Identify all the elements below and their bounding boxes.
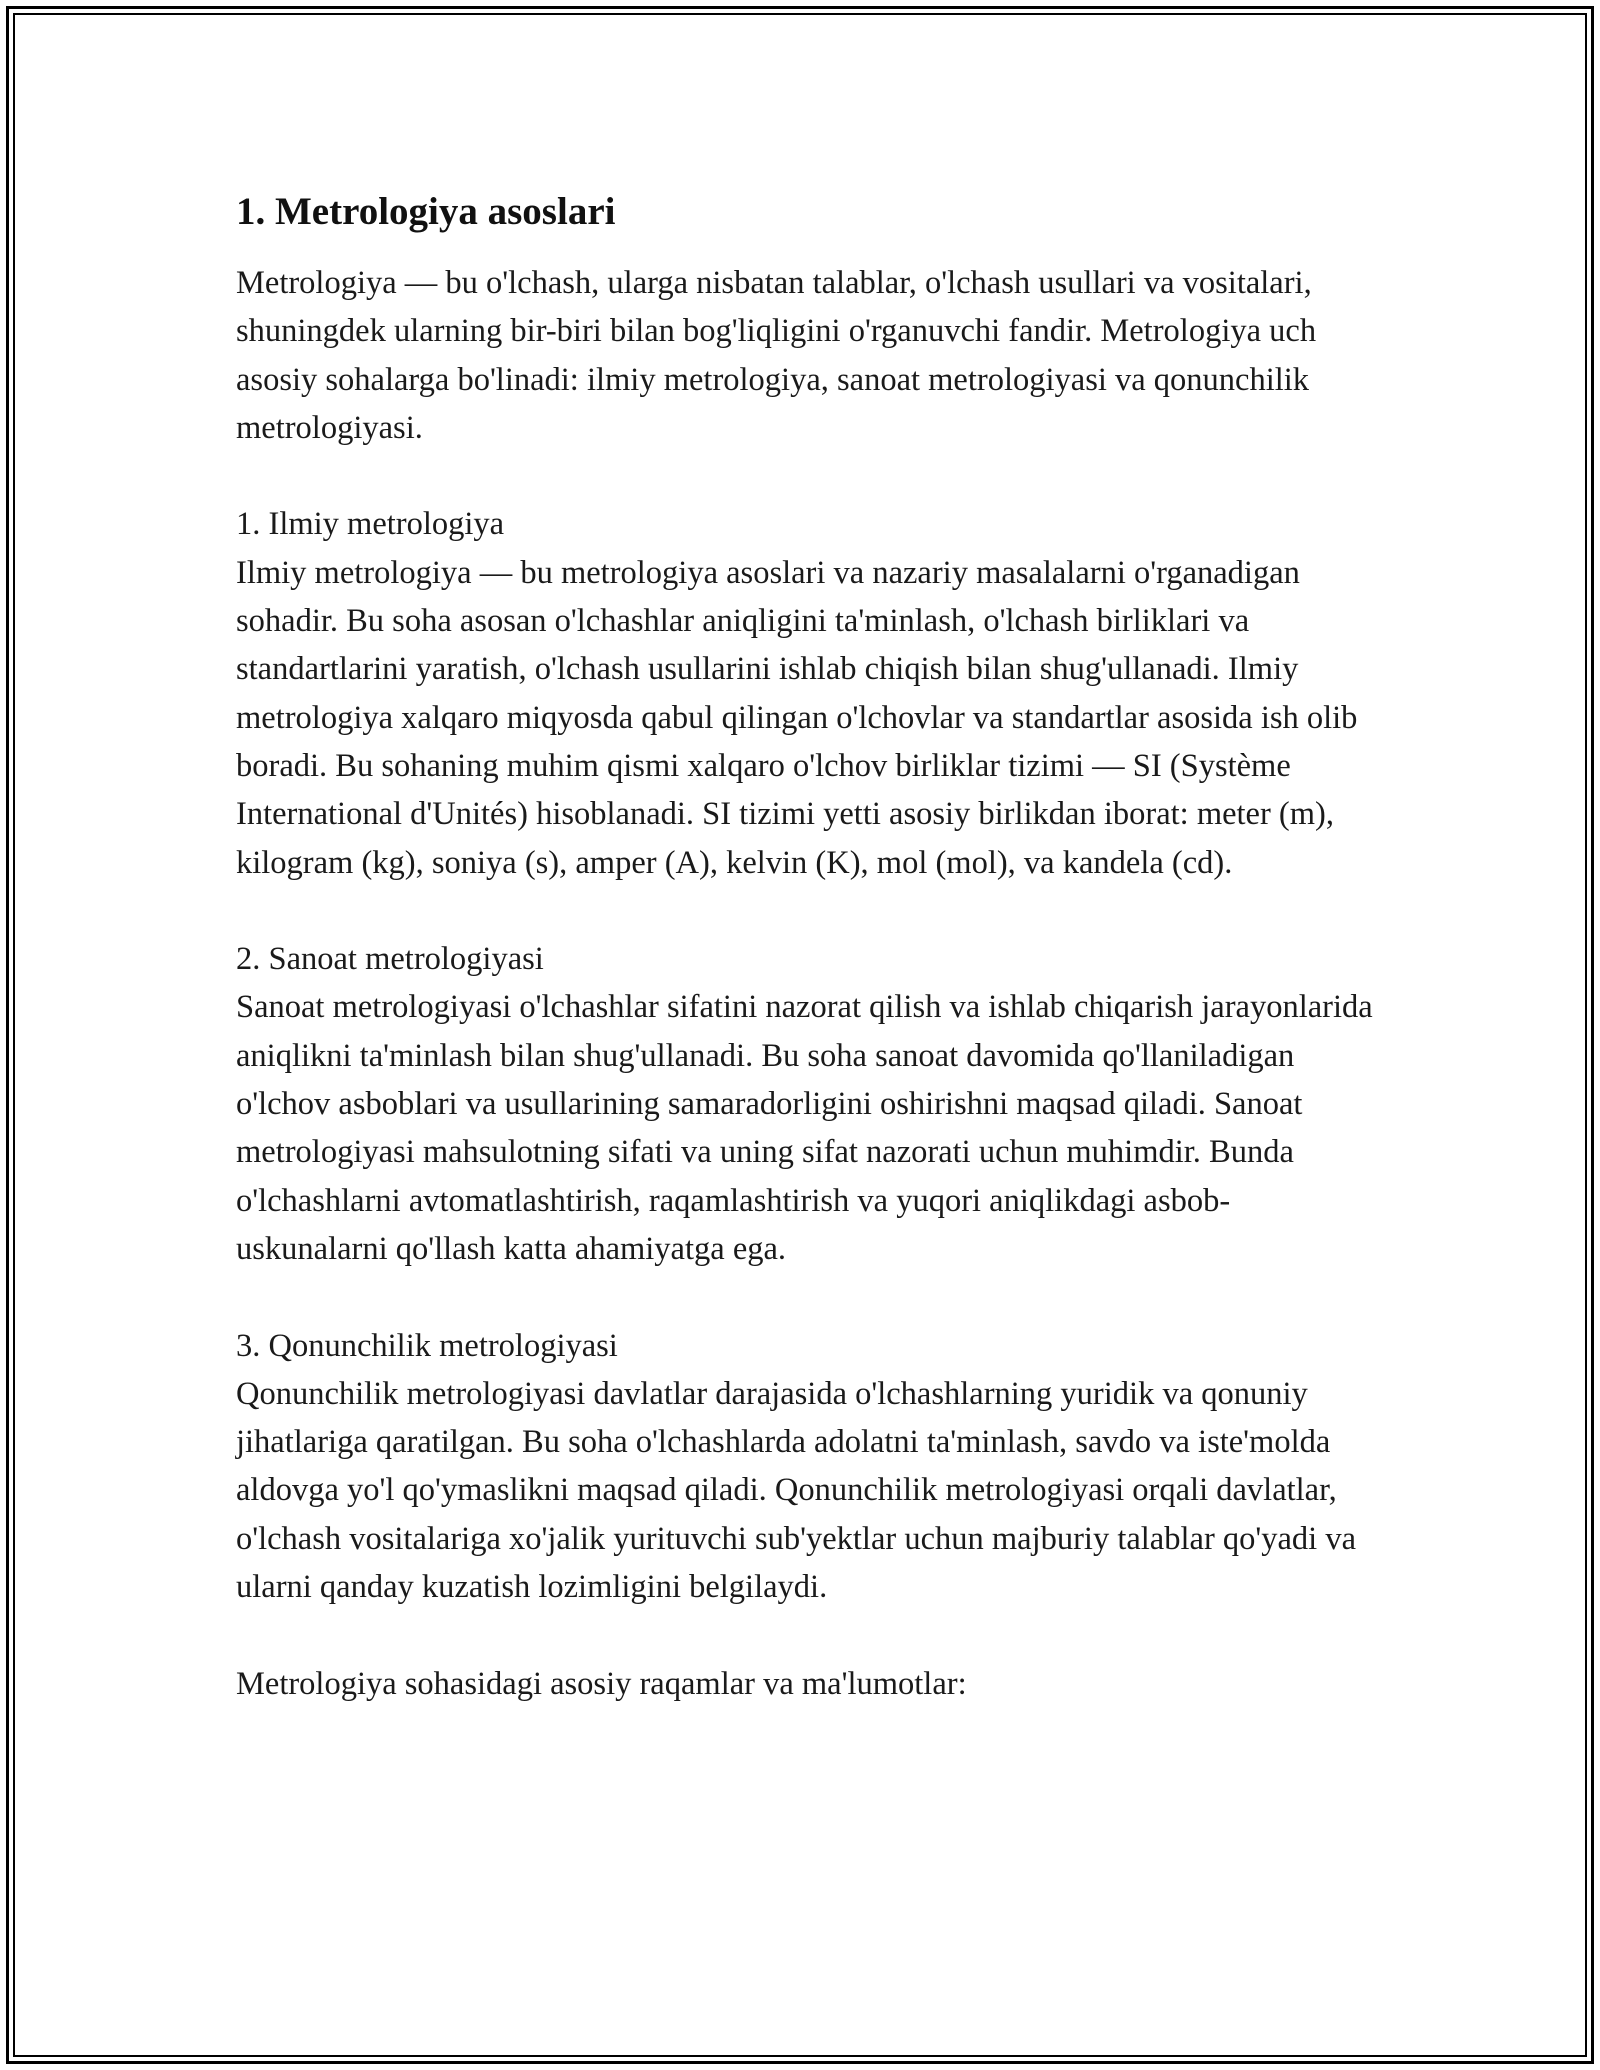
- paragraph-gap: [236, 887, 1376, 935]
- document-title: 1. Metrologiya asoslari: [236, 190, 616, 233]
- section-ilmiy-metrologiya: [236, 500, 1376, 886]
- document-body: [236, 188, 1376, 1708]
- section-heading: 1. Ilmiy metrologiya: [236, 506, 505, 543]
- section-heading: 3. Qonunchilik metrologiyasi: [236, 1327, 618, 1364]
- intro-paragraph: Metrologiya — bu o'lchash, ularga nisbatan talablar, o'lchash usullari va vositalari, shuningdek ularning bir-biri bilan bog'liqligini o'rganuvchi fandir. Metrologiya uch asosiy sohalarga bo'linadi: ilmiy metrologiya, sanoat metrologiyasi va qonunchilik metrologiyasi.: [236, 265, 1317, 446]
- section-body: Ilmiy metrologiya — bu metrologiya asoslari va nazariy masalalarni o'rganadigan sohadir. Bu soha asosan o'lchashlar aniqligini ta'minlash, o'lchash birliklari va standartlarini yaratish, o'lchash usullarini ishlab chiqish bilan shug'ullanadi. Ilmiy metrologiya xalqaro miqyosda qabul qilingan o'lchovlar va standartlar asosida ish olib boradi. Bu sohaning muhim qismi xalqaro o'lchov birliklar tizimi — SI (Système International d'Unités) hisoblanadi. SI tizimi yetti asosiy birlikdan iborat: meter (m), kilogram (kg), soniya (s), amper (A), kelvin (K), mol (mol), va kandela (cd).: [236, 554, 1358, 881]
- paragraph-gap: [236, 1611, 1376, 1659]
- section-body: Qonunchilik metrologiyasi davlatlar darajasida o'lchashlarning yuridik va qonuniy jihatlariga qaratilgan. Bu soha o'lchashlarda adolatni ta'minlash, savdo va iste'molda aldovga yo'l qo'ymaslikni maqsad qiladi. Qonunchilik metrologiyasi orqali davlatlar, o'lchash vositalariga xo'jalik yurituvchi sub'yektlar uchun majburiy talablar qo'yadi va ularni qanday kuzatish lozimligini belgilaydi.: [236, 1375, 1356, 1606]
- paragraph-gap: [236, 452, 1376, 500]
- section-heading: 2. Sanoat metrologiyasi: [236, 941, 544, 978]
- section-qonunchilik-metrologiyasi: [236, 1322, 1376, 1612]
- closing-paragraph: Metrologiya sohasidagi asosiy raqamlar va ma'lumotlar:: [236, 1665, 967, 1702]
- paragraph-gap: [236, 1273, 1376, 1321]
- section-body: Sanoat metrologiyasi o'lchashlar sifatini nazorat qilish va ishlab chiqarish jarayonlarida aniqlikni ta'minlash bilan shug'ullanadi. Bu soha sanoat davomida qo'llaniladigan o'lchov asboblari va usullarining samaradorligini oshirishni maqsad qiladi. Sanoat metrologiyasi mahsulotning sifati va uning sifat nazorati uchun muhimdir. Bunda o'lchashlarni avtomatlashtirish, raqamlashtirish va yuqori aniqlikdagi asbob-uskunalarni qo'llash katta ahamiyatga ega.: [236, 989, 1373, 1267]
- section-sanoat-metrologiyasi: [236, 935, 1376, 1273]
